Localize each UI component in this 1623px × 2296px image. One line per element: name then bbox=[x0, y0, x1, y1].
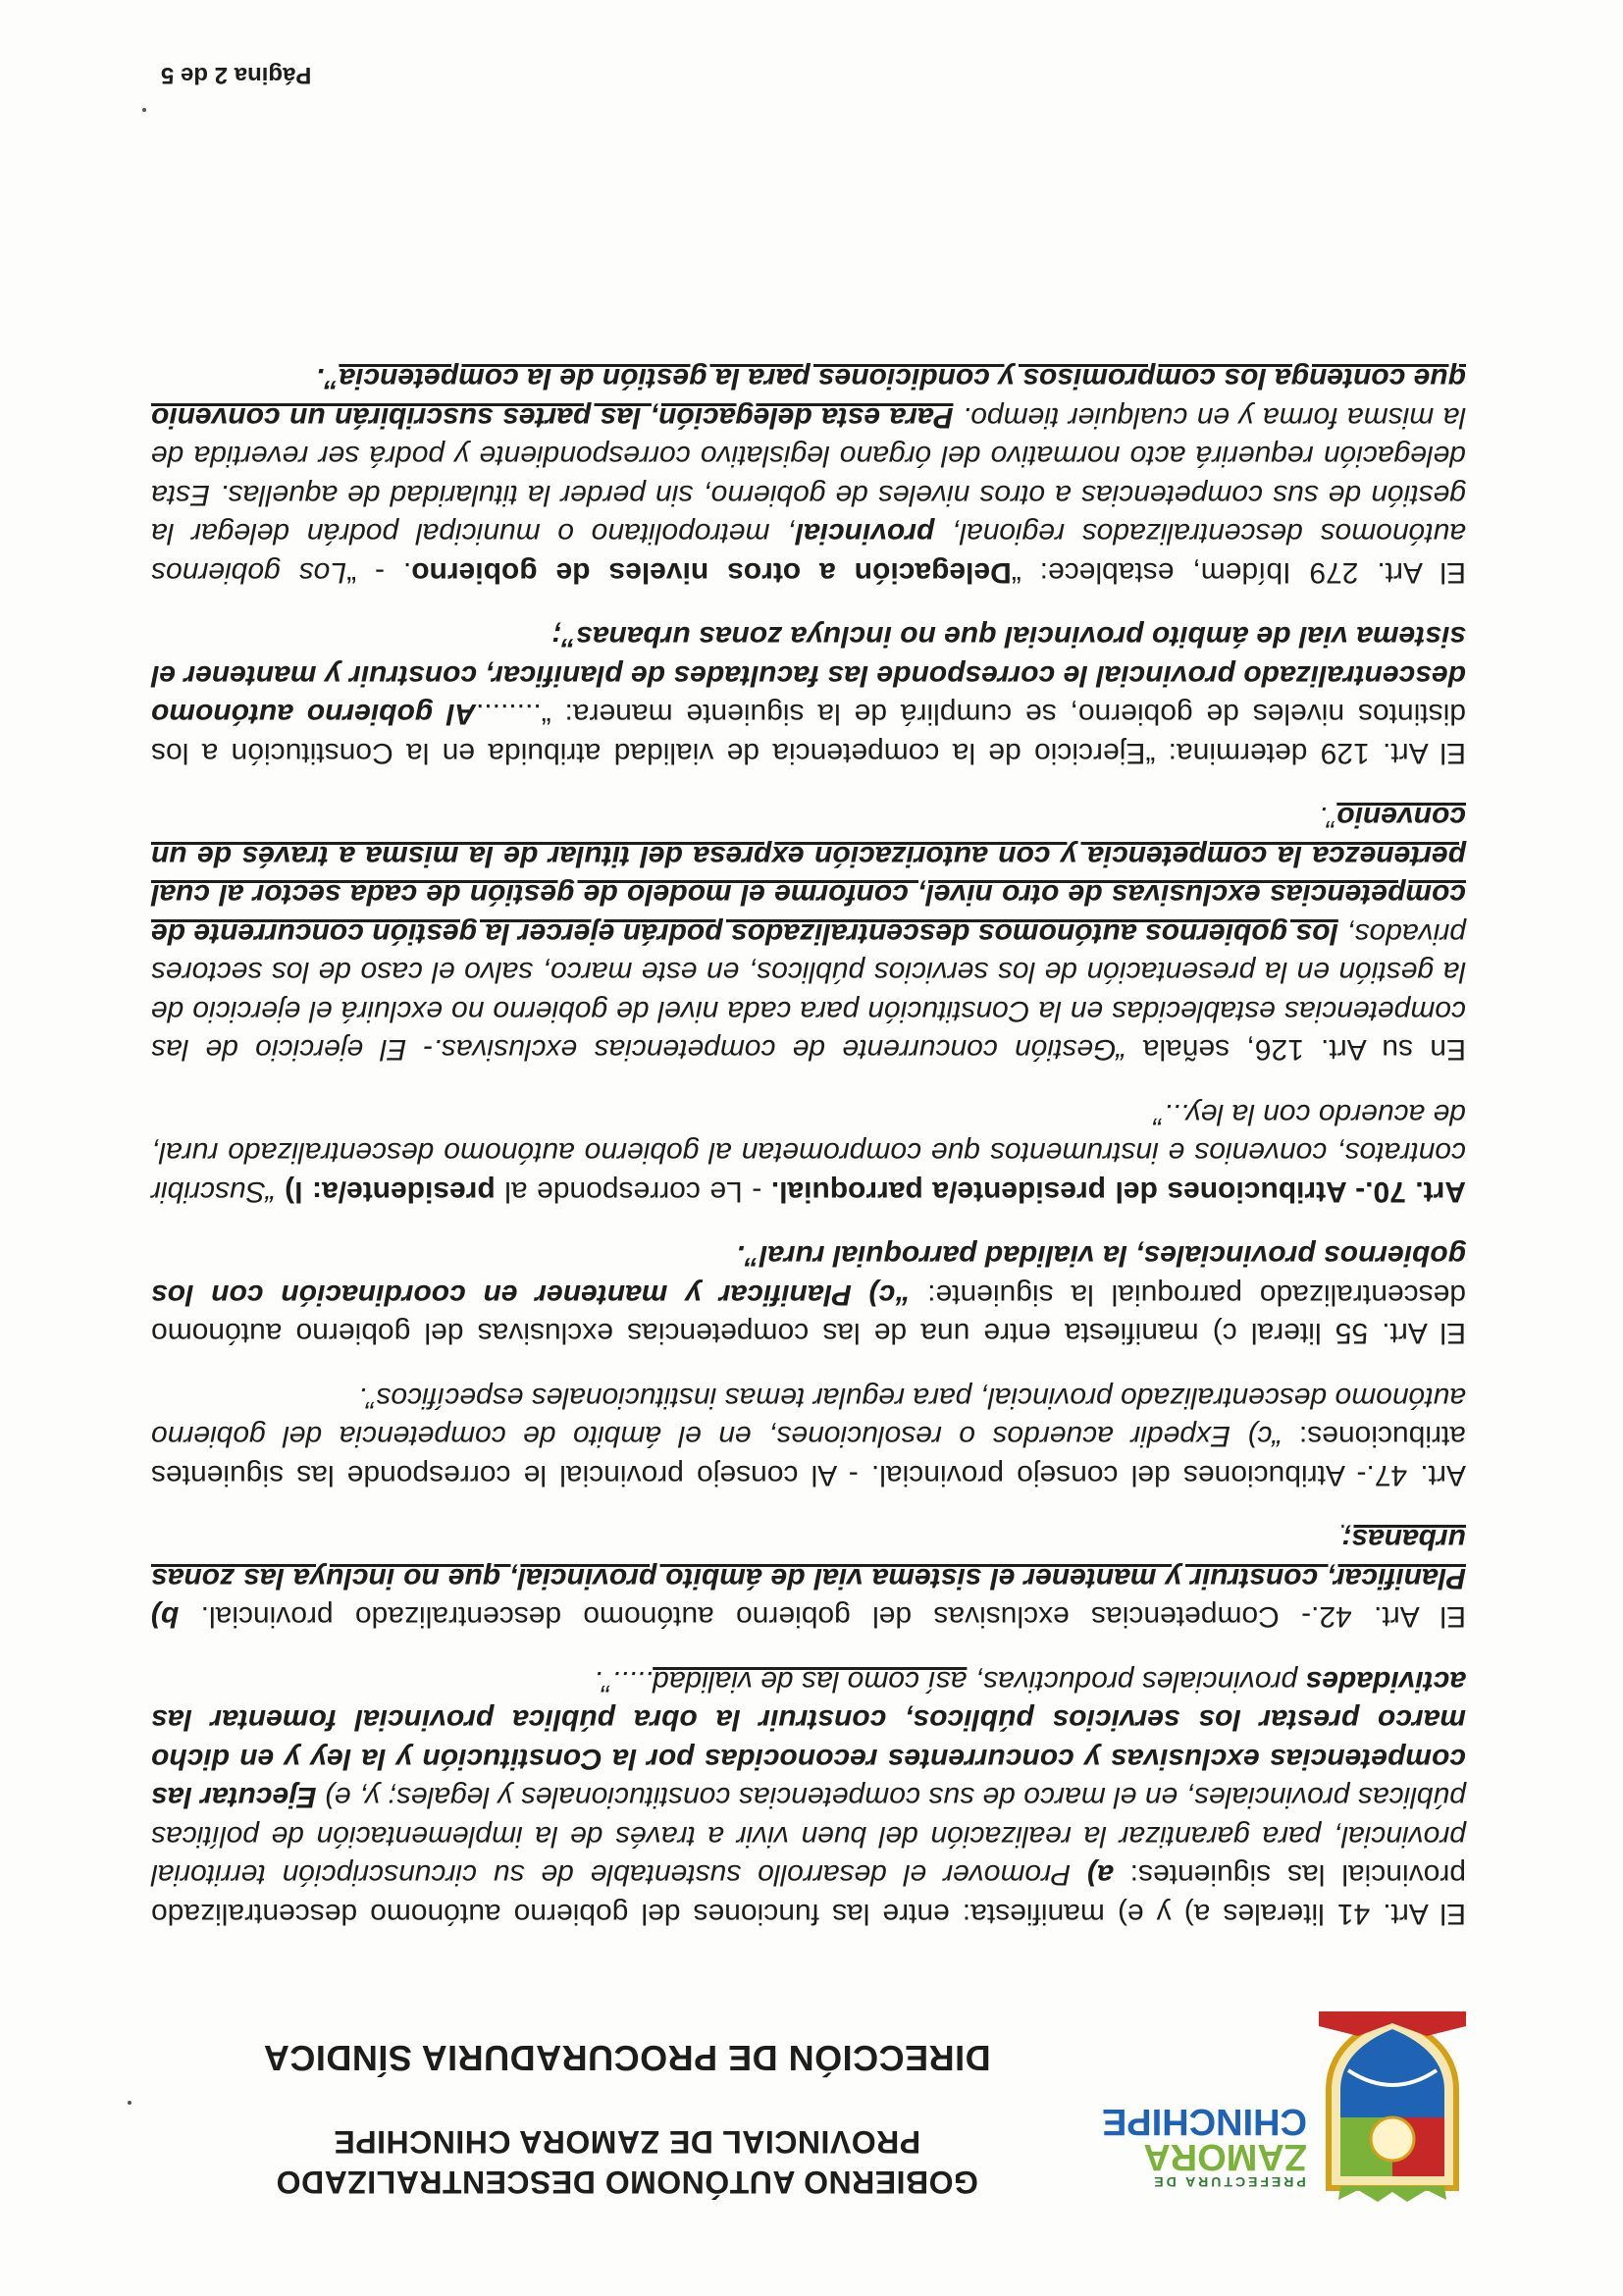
p4-lead: El Art. 55 literal c) manifiesta entre una de las competencias exclusivas del gobierno autónomo descentralizado parroquial la siguiente: bbox=[151, 1278, 1466, 1350]
p6-lead: En su Art. 126, señala bbox=[1126, 1033, 1466, 1067]
p8-bold-underlined: Para esta delegación, las partes suscribirán un convenio que contenga los compromisos y condiciones para la gestión de la competencia bbox=[150, 362, 1466, 434]
p1-lead: El Art. 41 literales a) y e) manifiesta: entre las funciones del gobierno autónomo descentralizado provincial las siguientes: bbox=[151, 1858, 1466, 1930]
p3-quote: “c) Expedir acuerdos o resoluciones, en el ámbito de competencia del gobierno autónomo descentralizado provincial, para regular temas institucionales específicos”. bbox=[151, 1382, 1466, 1453]
p2-b-text: Planificar, construir y mantener el sistema vial de ámbito provincial, que no incluya las zonas urbanas; bbox=[151, 1523, 1466, 1594]
p2-b-label: b) bbox=[151, 1600, 180, 1634]
p8-quote: Los gobiernos autónomos descentralizados regional, bbox=[151, 517, 1466, 589]
paragraph-art-279 bbox=[151, 359, 1466, 592]
p7-dots: ........ bbox=[476, 698, 542, 731]
page-number: Página 2 de 5 bbox=[161, 62, 312, 88]
paragraph-art-70 bbox=[151, 1095, 1466, 1212]
p1-a-label: a) bbox=[1087, 1858, 1114, 1892]
p5-mid: - Le corresponde al bbox=[495, 1175, 771, 1208]
p1-e-underlined: así como las de vialidad bbox=[653, 1665, 968, 1697]
paragraph-art-41 bbox=[151, 1662, 1466, 1934]
p4-quote: “c) Planificar y mantener en coordinación con los gobiernos provinciales, la vialidad parroquial rural”. bbox=[151, 1239, 1466, 1311]
prefectura-brand bbox=[1101, 2101, 1307, 2190]
p1-end: .....”. bbox=[594, 1665, 654, 1697]
paragraph-art-42 bbox=[151, 1520, 1466, 1637]
paragraph-art-126 bbox=[151, 798, 1466, 1070]
p5-bold: presidente/a: l) bbox=[285, 1175, 496, 1208]
p1-e-tail: provinciales productivas, bbox=[967, 1665, 1306, 1697]
document-body bbox=[151, 334, 1466, 1933]
p1-e-bold: Ejecutar las competencias exclusivas y concurrentes reconocidas por la Constitución y la ley y en dicho marco prestar los servicios públicos, construir la obra pública provincial fomentar las actividades bbox=[151, 1665, 1466, 1814]
brand-line3: CHINCHIPE bbox=[1101, 2101, 1307, 2142]
p7-end: ”; bbox=[551, 620, 577, 653]
department-title: DIRECCIÓN DE PROCURADURIA SÍNDICA bbox=[263, 2038, 991, 2078]
p8-mid: . - “ bbox=[346, 556, 412, 589]
institution-line1: GOBIERNO AUTÓNOMO DESCENTRALIZADO bbox=[276, 2165, 978, 2200]
p2-lead: El Art. 42.- Competencias exclusivas del gobierno autónomo descentralizado provincial. bbox=[179, 1600, 1466, 1634]
paragraph-art-47 bbox=[151, 1379, 1466, 1495]
scan-speck bbox=[128, 2101, 131, 2105]
brand-line2: ZAMORA bbox=[1143, 2136, 1307, 2177]
scan-speck bbox=[142, 108, 146, 112]
p5-title: Art. 70.- Atribuciones del presidente/a parroquial. bbox=[770, 1175, 1466, 1208]
p7-bold: Al gobierno autónomo descentralizado provincial le corresponde las facultades de planificar, construir y mantener el sistema vial de ámbito provincial que no incluya zonas urbanas bbox=[151, 620, 1466, 731]
brand-line1: PREFECTURA DE bbox=[1151, 2174, 1306, 2190]
prefectura-logo bbox=[1101, 2011, 1466, 2208]
p8-title: Delegación a otros niveles de gobierno bbox=[411, 556, 1012, 589]
p8-lead: El Art. 279 Ibídem, establece: “ bbox=[1011, 556, 1466, 589]
p8-end: ”. bbox=[316, 362, 340, 395]
p6-bold-underlined: los gobiernos autónomos descentralizados podrán ejercer la gestión concurrente de competencias exclusivas de otro nivel, conforme el modelo de gestión de cada sector al cual pertenezca la competencia y con autorización expresa del titular de la misma a través de un convenio bbox=[151, 801, 1466, 950]
institution-line2: PROVINCIAL DE ZAMORA CHINCHIPE bbox=[333, 2124, 921, 2160]
p5-quote: “Suscribir contratos, convenios e instrumentos que comprometan al gobierno autónomo descentralizado rural, de acuerdo con la ley...” bbox=[151, 1098, 1466, 1208]
coat-of-arms-icon bbox=[1319, 2011, 1466, 2208]
p3-lead: Art. 47.- Atribuciones del consejo provincial. - Al consejo provincial le corresponde las siguientes atribuciones: bbox=[151, 1420, 1466, 1491]
letterhead-text bbox=[161, 2037, 1093, 2200]
p6-end: ”. bbox=[1318, 801, 1337, 834]
p8-quote2: , metropolitano o municipal podrán delegar la gestión de sus competencias a otros niveles de gobierno, sin perder la titularidad de aquellas. Esta delegación requerirá acto normativo del órgano legislativo correspondiente y podrá ser revertida de la misma forma y en cualquier tiempo. bbox=[151, 401, 1466, 550]
p8-quote-bold: provincial bbox=[795, 517, 935, 550]
paragraph-art-55 bbox=[151, 1236, 1466, 1353]
letterhead bbox=[161, 2007, 1466, 2218]
paragraph-art-129 bbox=[151, 617, 1466, 772]
p7-lead: El Art. 129 determina: “Ejercicio de la competencia de vialidad atribuida en la Constitución a los distintos niveles de gobierno, se cumplirá de la siguiente manera: “ bbox=[151, 698, 1466, 769]
p6-quote: “Gestión concurrente de competencias exclusivas.- El ejercicio de las competencias establecidas en la Constitución para cada nivel de gobierno no excluirá el ejercicio de la gestión en la presentación de los servicios públicos, en este marco, salvo el caso de los sectores privados, bbox=[151, 917, 1466, 1067]
p1-a-text: Promover el desarrollo sustentable de su circunscripción territorial provincial, para garantizar la realización del buen vivir a través de la implementación de políticas públicas provinciales, en el marco de sus competencias constitucionales y legales; y, e) bbox=[151, 1781, 1466, 1892]
